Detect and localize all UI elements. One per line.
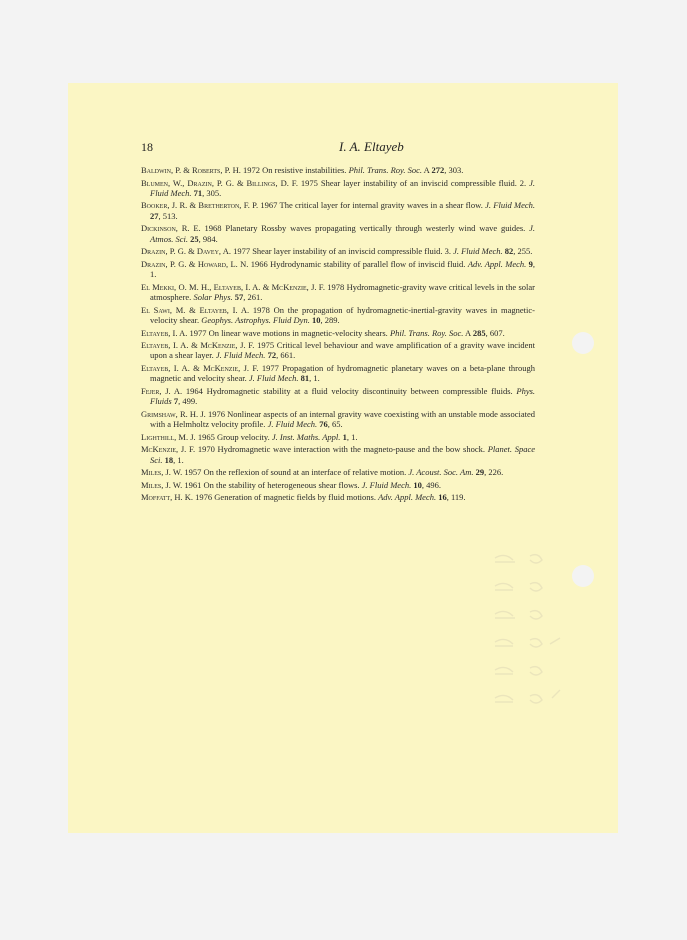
reference-year: 1961 xyxy=(184,479,202,490)
reference-year: 1976 xyxy=(207,408,225,419)
reference-pages: , 984. xyxy=(198,233,218,244)
reference-volume: 7 xyxy=(173,396,179,407)
reference-authors: Drazin, P. G. & Davey, A. xyxy=(141,246,231,257)
reference-year: 1978 xyxy=(252,304,270,315)
reference-entry xyxy=(141,178,535,199)
reference-year: 1977 xyxy=(261,363,279,374)
reference-year: 1972 xyxy=(243,165,261,175)
reference-year: 1978 xyxy=(327,281,345,292)
reference-authors: El Sawi, M. & Eltayeb, I. A. xyxy=(141,304,250,315)
reference-year: 1966 xyxy=(250,258,268,269)
reference-pages: , 255. xyxy=(513,246,533,257)
reference-entry xyxy=(141,492,535,502)
reference-title: On the stability of heterogeneous shear flows. xyxy=(203,479,360,490)
reference-title: Shear layer instability of an inviscid compressible fluid. 2. xyxy=(320,177,527,188)
reference-year: 1967 xyxy=(260,200,278,211)
reference-title: Group velocity. xyxy=(216,431,270,442)
reference-year: 1965 xyxy=(197,431,215,442)
reference-journal: J. Fluid Mech. xyxy=(215,350,266,361)
reference-volume-prefix: A xyxy=(422,165,432,175)
reference-title: On the reflexion of sound at an interface of relative motion. xyxy=(203,467,407,478)
punch-hole-upper xyxy=(572,332,594,354)
reference-volume: 27 xyxy=(150,210,159,221)
reference-entry xyxy=(141,305,535,326)
reference-pages: , 65. xyxy=(327,419,343,430)
reference-authors: Lighthill, M. J. xyxy=(141,431,196,442)
pencil-marks-background xyxy=(490,548,580,722)
reference-title: Propagation of hydromagnetic planetary waves on a beta-plane through magnetic and velocity shear. xyxy=(150,363,536,384)
reference-pages: , 305. xyxy=(202,187,222,198)
reference-entry xyxy=(141,200,535,221)
reference-authors: Miles, J. W. xyxy=(141,479,183,490)
running-head: I. A. Eltayeb xyxy=(339,139,404,154)
reference-title: Nonlinear aspects of an internal gravity wave coexisting with an unstable mode associated with a Helmholtz velocity profile. xyxy=(150,408,536,430)
reference-authors: Drazin, P. G. & Howard, L. N. xyxy=(141,258,249,269)
reference-title: The critical layer for internal gravity waves in a shear flow. xyxy=(279,200,483,211)
page-number: 18 xyxy=(141,140,153,154)
reference-pages: , 226. xyxy=(484,467,504,478)
reference-authors: Dickinson, R. E. xyxy=(141,223,201,234)
reference-volume-prefix: A xyxy=(463,327,473,338)
reference-year: 1976 xyxy=(195,492,213,503)
reference-entry xyxy=(141,259,535,280)
pencil-scribbles-icon xyxy=(490,548,580,718)
reference-year: 1977 xyxy=(189,327,207,338)
reference-year: 1977 xyxy=(233,246,251,257)
reference-authors: Moffatt, H. K. xyxy=(141,492,194,503)
reference-year: 1975 xyxy=(300,177,318,188)
reference-volume: 81 xyxy=(300,373,310,384)
reference-volume: 10 xyxy=(311,314,321,325)
reference-journal: J. Fluid Mech. xyxy=(248,373,299,384)
reference-volume: 285 xyxy=(472,327,486,338)
reference-journal: Planet. Space Sci. xyxy=(150,444,535,465)
reference-journal: J. Fluid Mech. xyxy=(453,246,503,257)
reference-title: On resistive instabilities. xyxy=(262,165,347,175)
reference-journal: Phys. Fluids xyxy=(150,385,536,407)
reference-year: 1975 xyxy=(257,340,275,351)
reference-volume: 72 xyxy=(267,350,277,361)
reference-authors: Booker, J. R. & Bretherton, F. P. xyxy=(141,200,259,211)
reference-journal: J. Atmos. Sci. xyxy=(150,223,536,244)
reference-volume: 25 xyxy=(190,233,199,244)
reference-entry xyxy=(141,328,535,338)
reference-entry xyxy=(141,409,535,430)
reference-authors: Fejer, J. A. xyxy=(141,385,183,396)
reference-title: Hydrodynamic stability of parallel flow of inviscid fluid. xyxy=(270,258,466,269)
reference-journal: Phil. Trans. Roy. Soc. xyxy=(348,165,422,175)
reference-entry xyxy=(141,480,535,490)
reference-volume: 82 xyxy=(504,246,514,257)
reference-journal: J. Fluid Mech. xyxy=(150,177,536,198)
reference-authors: Miles, J. W. xyxy=(141,467,183,478)
reference-volume: 57 xyxy=(234,292,244,303)
reference-entry xyxy=(141,246,535,256)
reference-entry xyxy=(141,386,535,407)
reference-title: Shear layer instability of an inviscid compressible fluid. 3. xyxy=(252,246,451,257)
reference-pages: , 1. xyxy=(173,454,184,465)
reference-year: 1970 xyxy=(197,444,215,455)
reference-journal: Adv. Appl. Mech. xyxy=(467,258,527,269)
reference-pages: , 289. xyxy=(320,314,340,325)
reference-pages: , 1. xyxy=(346,431,358,442)
reference-pages: , 1. xyxy=(150,258,536,280)
reference-journal: J. Fluid Mech. xyxy=(267,419,318,430)
reference-authors: Blumen, W., Drazin, P. G. & Billings, D. F. xyxy=(141,177,298,188)
reference-volume: 10 xyxy=(413,479,422,490)
reference-title: Hydromagnetic stability at a fluid velocity discontinuity between compressible fluids. xyxy=(206,385,513,396)
reference-year: 1964 xyxy=(185,385,203,396)
reference-authors: McKenzie, J. F. xyxy=(141,444,196,455)
reference-volume: 1 xyxy=(342,431,347,442)
reference-entry xyxy=(141,432,535,442)
reference-entry xyxy=(141,467,535,477)
reference-journal: Solar Phys. xyxy=(193,292,233,303)
reference-journal: Adv. Appl. Mech. xyxy=(378,492,437,503)
reference-title: On the propagation of hydromagnetic-inertial-gravity waves in magnetic-velocity shear. xyxy=(150,304,535,325)
reference-journal: Geophys. Astrophys. Fluid Dyn. xyxy=(201,314,310,325)
reference-authors: Eltayeb, I. A. & McKenzie, J. F. xyxy=(141,340,255,351)
reference-pages: , 303. xyxy=(444,165,464,175)
reference-title: Critical level behaviour and wave amplification of a gravity wave incident upon a shear layer. xyxy=(150,340,536,361)
reference-pages: , 1. xyxy=(309,373,320,384)
reference-pages: , 661. xyxy=(276,350,296,361)
page-header xyxy=(141,140,534,156)
reference-entry xyxy=(141,363,535,384)
reference-authors: El Mekki, O. M. H., Eltayeb, I. A. & McKenzie, J. F. xyxy=(141,281,325,292)
reference-volume: 29 xyxy=(475,467,485,478)
reference-list xyxy=(141,165,535,505)
reference-entry xyxy=(141,282,535,303)
reference-title: Hydromagnetic wave interaction with the magneto-pause and the bow shock. xyxy=(217,444,486,455)
reference-authors: Baldwin, P. & Roberts, P. H. xyxy=(141,165,241,175)
reference-title: On linear wave motions in magnetic-velocity shears. xyxy=(208,327,388,338)
reference-journal: J. Fluid Mech. xyxy=(485,200,536,211)
reference-entry xyxy=(141,165,535,175)
reference-authors: Eltayeb, I. A. xyxy=(141,327,188,338)
reference-year: 1957 xyxy=(184,467,202,478)
reference-volume: 16 xyxy=(438,492,447,503)
reference-pages: , 499. xyxy=(178,396,198,407)
reference-entry xyxy=(141,340,535,361)
reference-entry xyxy=(141,223,535,244)
reference-volume: 9 xyxy=(528,258,533,269)
reference-title: Generation of magnetic fields by fluid motions. xyxy=(214,492,376,503)
reference-volume: 76 xyxy=(319,419,328,430)
reference-pages: , 513. xyxy=(158,210,178,221)
reference-journal: J. Inst. Maths. Appl. xyxy=(271,431,341,442)
reference-entry xyxy=(141,444,535,465)
reference-pages: , 607. xyxy=(485,327,505,338)
reference-title: Planetary Rossby waves propagating vertically through westerly wind wave guides. xyxy=(225,223,526,234)
reference-journal: J. Acoust. Soc. Am. xyxy=(408,467,474,478)
reference-journal: J. Fluid Mech. xyxy=(361,479,412,490)
reference-year: 1968 xyxy=(204,223,222,234)
reference-volume: 71 xyxy=(193,187,203,198)
reference-title: Hydromagnetic-gravity wave critical levels in the solar atmosphere. xyxy=(150,281,536,303)
reference-pages: , 261. xyxy=(243,292,263,303)
reference-authors: Grimshaw, R. H. J. xyxy=(141,408,206,419)
reference-pages: , 119. xyxy=(446,492,466,503)
reference-journal: Phil. Trans. Roy. Soc. xyxy=(389,327,464,338)
reference-volume: 18 xyxy=(164,454,174,465)
reference-authors: Eltayeb, I. A. & McKenzie, J. F. xyxy=(141,363,259,374)
reference-pages: , 496. xyxy=(421,479,441,490)
reference-volume: 272 xyxy=(431,165,445,175)
